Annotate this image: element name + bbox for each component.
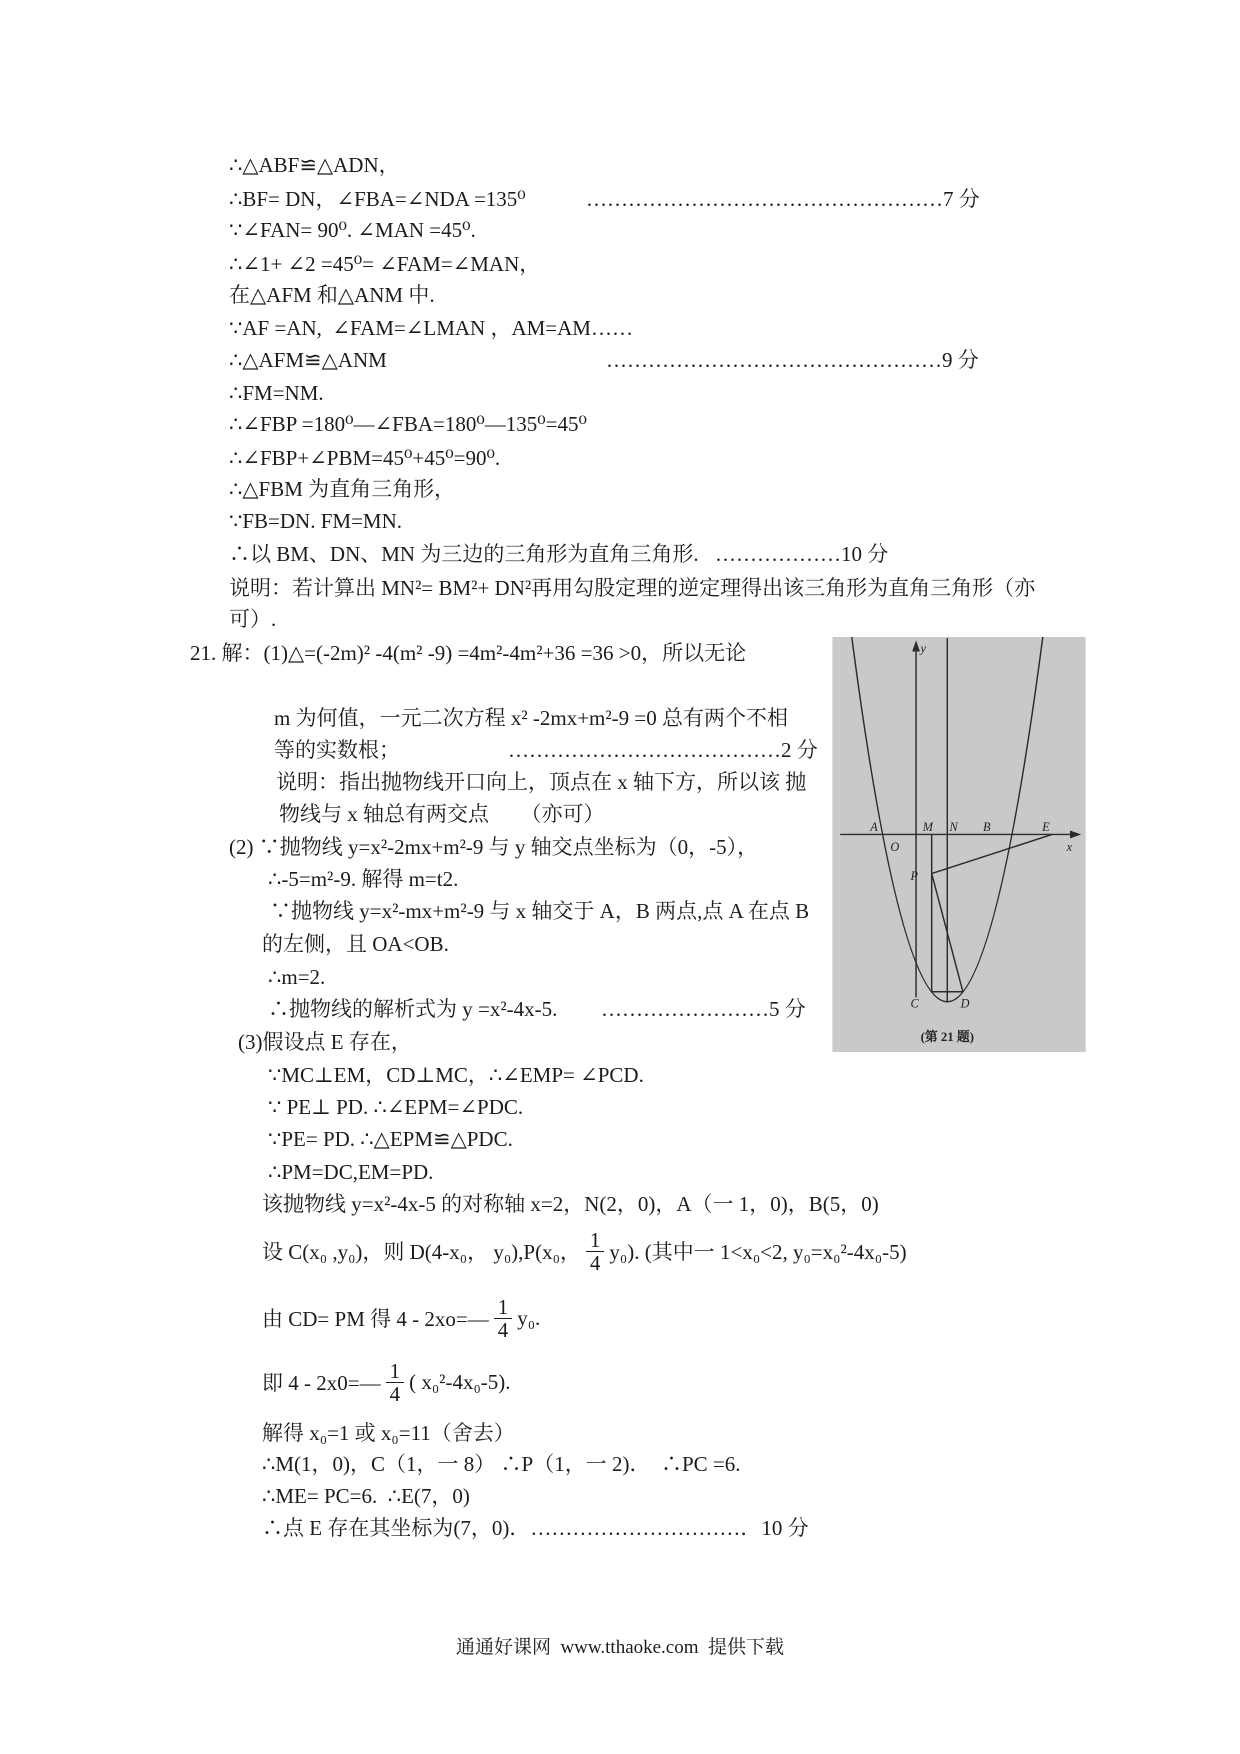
fraction-numerator: 1	[589, 1227, 601, 1252]
y-axis-label: y	[920, 641, 926, 656]
solution-line: 该抛物线 y=x²-4x-5 的对称轴 x=2，N(2，0)，A（一 1，0)，B(5，0)	[262, 1192, 879, 1216]
line-text-after: y₀.	[517, 1305, 541, 1330]
point-label-m: M	[922, 820, 933, 835]
solution-line: ∵∠FAN= 90⁰. ∠MAN =45⁰.	[229, 218, 476, 242]
solution-line: ∴抛物线的解析式为 y =x²-4x-5.	[268, 997, 558, 1021]
fraction-numerator: 1	[497, 1294, 509, 1319]
solution-line: ∴以 BM、DN、MN 为三边的三角形为直角三角形.	[229, 542, 699, 566]
fraction	[586, 1229, 605, 1274]
question-21-heading: 21. 解：(1)△=(-2m)² -4(m² -9) =4m²-4m²+36 =36 >0，所以无论	[190, 641, 747, 665]
parabola-figure	[832, 637, 1086, 1052]
figure-caption: (第 21 题)	[920, 1029, 974, 1044]
solution-line: 解得 x₀=1 或 x₀=11（舍去）	[262, 1421, 515, 1445]
solution-line: ∴∠FBP =180⁰—∠FBA=180⁰—135⁰=45⁰	[229, 412, 587, 436]
fraction	[386, 1360, 405, 1405]
point-label-b: B	[982, 820, 991, 835]
line-text-before: 设 C(x₀ ,y₀)，则 D(4-x₀， y₀),P(x₀，	[262, 1240, 581, 1264]
solution-line: ∵AF =AN, ∠FAM=∠LMAN ，AM=AM……	[229, 316, 633, 340]
fraction-numerator: 1	[389, 1358, 401, 1383]
fraction-line	[262, 1292, 540, 1344]
point-label-c: C	[910, 996, 919, 1011]
solution-line: ∴PM=DC,EM=PD.	[268, 1160, 434, 1184]
score-marker: ……………………………………………7 分	[586, 187, 980, 211]
solution-line: ∴∠1+ ∠2 =45⁰= ∠FAM=∠MAN，	[229, 252, 541, 276]
fraction-denominator: 4	[386, 1382, 405, 1405]
solution-line: ∴△ABF≌△ADN，	[229, 153, 400, 177]
solution-line: ∵抛物线 y=x²-mx+m²-9 与 x 轴交于 A，B 两点,点 A 在点 B	[270, 899, 810, 923]
point-label-d: D	[960, 996, 970, 1011]
solution-line: 等的实数根；	[274, 738, 400, 762]
fraction-line	[262, 1225, 907, 1277]
score-marker: ………………10 分	[715, 542, 889, 566]
solution-line: ∴△FBM 为直角三角形，	[229, 477, 456, 501]
solution-line: ∵FB=DN. FM=MN.	[229, 509, 403, 533]
solution-line: 在△AFM 和△ANM 中.	[229, 283, 435, 307]
x-axis-label: x	[1066, 840, 1073, 855]
solution-line: (2) ∵抛物线 y=x²-2mx+m²-9 与 y 轴交点坐标为（0，-5），	[229, 835, 759, 859]
point-label-p: P	[910, 869, 918, 884]
solution-line: ∴∠FBP+∠PBM=45⁰+45⁰=90⁰.	[229, 446, 501, 470]
point-label-n: N	[949, 820, 958, 835]
solution-line: ∴BF= DN，∠FBA=∠NDA =135⁰	[229, 187, 526, 211]
solution-line: ∵PE= PD. ∴△EPM≌△PDC.	[268, 1127, 513, 1151]
solution-line: ∴M(1，0)，C（1，一 8） ∴P（1，一 2)． ∴PC =6.	[262, 1452, 741, 1476]
score-marker: …………………………………2 分	[508, 738, 818, 762]
solution-line: ∵MC⊥EM，CD⊥MC，∴∠EMP= ∠PCD.	[268, 1063, 644, 1087]
solution-line: (3)假设点 E 存在，	[238, 1030, 412, 1054]
point-label-o: O	[890, 840, 900, 855]
solution-line: ∴点 E 存在其坐标为(7，0)．…………………………．10 分	[262, 1516, 809, 1540]
solution-line: ∴m=2.	[268, 965, 326, 989]
note-line: 说明：指出抛物线开口向上，顶点在 x 轴下方，所以该 抛	[276, 770, 807, 794]
note-line: 物线与 x 轴总有两交点 （亦可）	[279, 802, 605, 826]
point-label-e: E	[1042, 820, 1050, 835]
solution-line: ∴-5=m²-9. 解得 m=t2.	[268, 867, 459, 891]
solution-line: ∵ PE⊥ PD. ∴∠EPM=∠PDC.	[268, 1095, 524, 1119]
figure-background	[832, 637, 1085, 1052]
fraction-denominator: 4	[586, 1251, 605, 1274]
score-marker: ……………………5 分	[601, 997, 806, 1021]
solution-line: m 为何值，一元二次方程 x² -2mx+m²-9 =0 总有两个不相	[274, 706, 789, 730]
line-text-before: 由 CD= PM 得 4 - 2xo=—	[262, 1307, 489, 1331]
fraction	[494, 1296, 513, 1341]
line-text-before: 即 4 - 2x0=—	[262, 1371, 381, 1395]
line-text-after: y₀). (其中一 1<x₀<2, y₀=x₀²-4x₀-5)	[609, 1240, 907, 1264]
point-label-a: A	[870, 820, 878, 835]
solution-line: ∴FM=NM.	[229, 381, 324, 405]
note-line: 说明：若计算出 MN²= BM²+ DN²再用勾股定理的逆定理得出该三角形为直角三角形（亦	[229, 576, 1036, 600]
solution-line: ∴ME= PC=6. ∴E(7，0)	[262, 1484, 470, 1508]
fraction-denominator: 4	[494, 1318, 513, 1341]
solution-line: ∴△AFM≌△ANM	[229, 348, 387, 372]
page-footer: 通通好课网 www.tthaoke.com 提供下载	[455, 1637, 785, 1658]
fraction-line	[262, 1356, 511, 1408]
note-line: 可）.	[229, 607, 277, 631]
solution-line: 的左侧，且 OA<OB.	[262, 932, 449, 956]
score-marker: …………………………………………9 分	[606, 348, 979, 372]
line-text-after: ( x₀²-4x₀-5).	[409, 1369, 511, 1394]
